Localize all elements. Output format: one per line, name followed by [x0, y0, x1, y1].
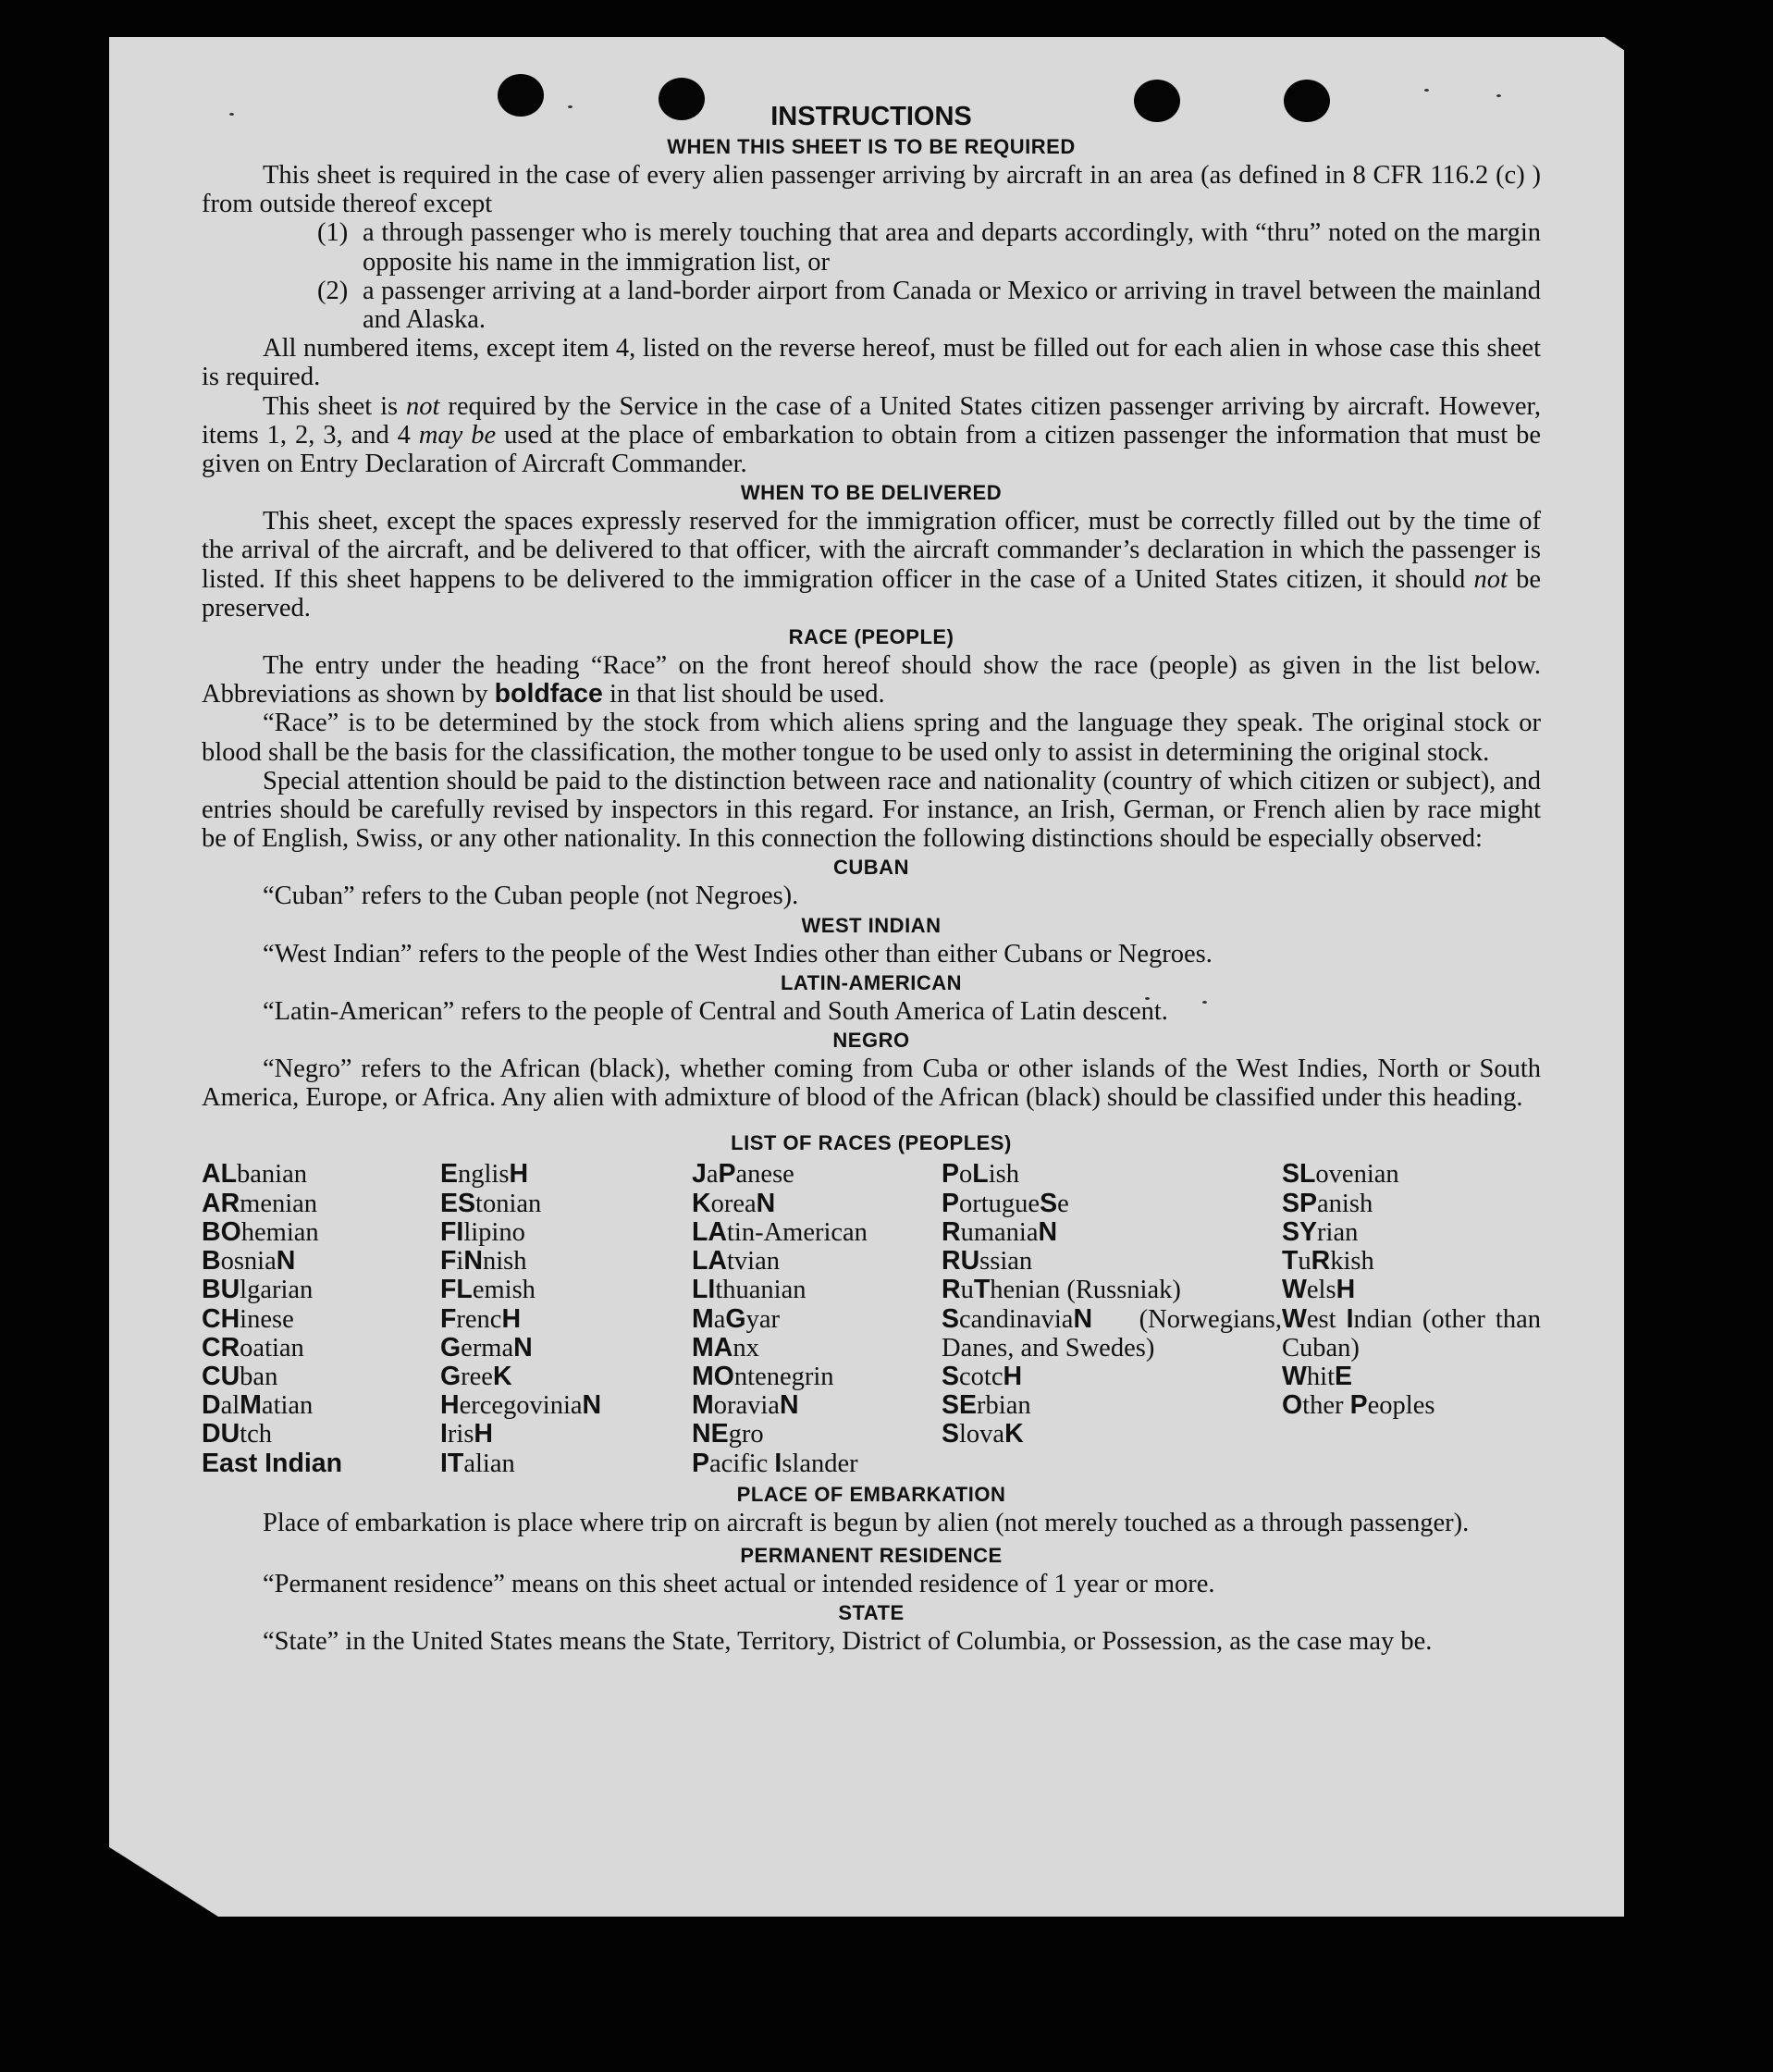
race-entry: JaPanese: [692, 1159, 794, 1190]
race-entry: ScandinaviaN (Norwegians, Danes, and Swedes): [942, 1303, 1282, 1363]
paragraph: All numbered items, except item 4, listed on the reverse hereof, must be filled out for each alien in whose case this sheet is required.: [202, 334, 1541, 392]
paragraph: This sheet is required in the case of every alien passenger arriving by aircraft in an area (as defined in 8 CFR 116.2 (c) ) from outside thereof except: [202, 161, 1541, 219]
section-heading: STATE: [838, 1601, 905, 1625]
race-entry: CHinese: [202, 1303, 294, 1334]
race-entry: MOntenegrin: [692, 1361, 834, 1391]
item-number: (1): [317, 218, 349, 248]
race-entry: MoraviaN: [692, 1390, 799, 1421]
race-column: [942, 1160, 1282, 1477]
race-entry: ALbanian: [202, 1159, 307, 1190]
section-heading: PLACE OF EMBARKATION: [736, 1482, 1006, 1506]
race-list: [202, 1160, 1541, 1477]
race-entry: ITalian: [440, 1448, 515, 1478]
race-entry: KoreaN: [692, 1188, 776, 1218]
race-entry: WhitE: [1282, 1361, 1353, 1391]
section-heading: RACE (PEOPLE): [788, 625, 954, 649]
race-entry: DUtch: [202, 1419, 272, 1449]
race-entry: FrencH: [440, 1303, 522, 1334]
race-entry: LIthuanian: [692, 1275, 806, 1305]
race-entry: PoLish: [942, 1159, 1019, 1190]
race-entry: RuThenian (Russniak): [942, 1275, 1181, 1305]
race-entry: PortugueSe: [942, 1188, 1069, 1218]
race-entry: DalMatian: [202, 1390, 314, 1421]
item-text: a passenger arriving at a land-border airport from Canada or Mexico or arriving in travel between the mainland and Alaska.: [363, 276, 1541, 335]
race-entry: SPanish: [1282, 1188, 1373, 1218]
paper-speck: [1496, 94, 1501, 97]
race-entry: BosniaN: [202, 1246, 296, 1276]
instructions-text: [202, 102, 1541, 1656]
race-entry: BUlgarian: [202, 1275, 314, 1305]
section-heading: CUBAN: [833, 856, 909, 880]
paper-speck: [1424, 89, 1429, 92]
race-entry: Pacific Islander: [692, 1448, 858, 1478]
race-entry: EStonian: [440, 1188, 542, 1218]
race-entry: FLemish: [440, 1275, 536, 1305]
paragraph: “Cuban” refers to the Cuban people (not Negroes).: [263, 882, 799, 911]
paragraph: Special attention should be paid to the distinction between race and nationality (country of which citizen or subject), and entries should be carefully revised by inspectors in this regard. For instance, an Irish, German, or French alien by race might be of English, Swiss, or any other nationality. In this connection the following distinctions should be especially observed:: [202, 766, 1541, 854]
race-column: [1282, 1160, 1541, 1477]
paragraph: This sheet, except the spaces expressly reserved for the immigration officer, must be correctly filled out by the time of the arrival of the aircraft, and be delivered to that officer, with the aircraft commander’s declaration in which the passenger is listed. If this sheet happens to be delivered to the immigration officer in the case of a United States citizen, it should not be preserved.: [202, 507, 1541, 623]
race-entry: BOhemian: [202, 1216, 319, 1247]
race-entry: MAnx: [692, 1332, 759, 1363]
race-entry: EnglisH: [440, 1159, 529, 1190]
paragraph: “Race” is to be determined by the stock from which aliens spring and the language they speak. The original stock or blood shall be the basis for the classification, the mother tongue to be used only to assist in determining the original stock.: [202, 709, 1541, 767]
race-entry: GreeK: [440, 1361, 512, 1391]
section-heading: WHEN TO BE DELIVERED: [740, 481, 1003, 505]
race-entry: FIlipino: [440, 1216, 525, 1247]
race-entry: FiNnish: [440, 1246, 527, 1276]
exception-item: [317, 218, 1541, 276]
race-entry: MaGyar: [692, 1303, 780, 1334]
paragraph: Place of embarkation is place where trip on aircraft is begun by alien (not merely touched as a through passenger).: [263, 1508, 1470, 1537]
section-heading: LIST OF RACES (PEOPLES): [731, 1131, 1012, 1155]
item-number: (2): [317, 276, 349, 305]
race-entry: SErbian: [942, 1390, 1031, 1421]
race-column: [440, 1160, 692, 1477]
race-entry: NEgro: [692, 1419, 764, 1449]
paragraph: This sheet is not required by the Service in the case of a United States citizen passenger arriving by aircraft. However, items 1, 2, 3, and 4 may be used at the place of embarkation to obtain from a citizen passenger the information that must be given on Entry Declaration of Aircraft Commander.: [202, 391, 1541, 479]
race-column: [692, 1160, 942, 1477]
race-entry: GermaN: [440, 1332, 533, 1363]
race-entry: ScotcH: [942, 1361, 1023, 1391]
paragraph: “Latin-American” refers to the people of Central and South America of Latin descent.: [263, 996, 1168, 1026]
paragraph: “State” in the United States means the State, Territory, District of Columbia, or Possession, as the case may be.: [263, 1627, 1433, 1657]
race-entry: RUssian: [942, 1246, 1033, 1276]
section-heading: LATIN-AMERICAN: [780, 970, 962, 994]
race-entry: TuRkish: [1282, 1246, 1374, 1276]
item-text: a through passenger who is merely touching that area and departs accordingly, with “thru” noted on the margin opposite his name in the immigration list, or: [363, 218, 1541, 277]
race-entry: IrisH: [440, 1419, 494, 1449]
race-entry: LAtin-American: [692, 1216, 868, 1247]
race-entry: LAtvian: [692, 1246, 780, 1276]
race-column: [202, 1160, 440, 1477]
race-entry: SYrian: [1282, 1216, 1359, 1247]
race-entry: WelsH: [1282, 1275, 1356, 1305]
race-entry: RumaniaN: [942, 1216, 1058, 1247]
paragraph: “Permanent residence” means on this sheet actual or intended residence of 1 year or more.: [263, 1569, 1215, 1598]
section-heading: PERMANENT RESIDENCE: [740, 1543, 1003, 1567]
race-entry: West Indian (other than Cuban): [1282, 1303, 1541, 1363]
paragraph: The entry under the heading “Race” on the front hereof should show the race (people) as given in the list below. Abbreviations as shown by boldface in that list should be used.: [202, 651, 1541, 709]
race-entry: East Indian: [202, 1448, 343, 1478]
race-entry: CUban: [202, 1361, 278, 1391]
exception-item: [317, 277, 1541, 334]
race-entry: CRoatian: [202, 1332, 304, 1363]
paragraph: “Negro” refers to the African (black), whether coming from Cuba or other islands of the West Indies, North or South America, Europe, or Africa. Any alien with admixture of blood of the African (black) should be classified under this heading.: [202, 1054, 1541, 1113]
race-entry: SLovenian: [1282, 1159, 1399, 1190]
section-heading: WHEN THIS SHEET IS TO BE REQUIRED: [667, 135, 1076, 158]
section-heading: WEST INDIAN: [801, 913, 942, 937]
paragraph: “West Indian” refers to the people of the West Indies other than either Cubans or Negroes.: [263, 939, 1213, 968]
page-title: INSTRUCTIONS: [770, 102, 972, 131]
race-entry: HercegoviniaN: [440, 1390, 602, 1421]
race-entry: SlovaK: [942, 1419, 1024, 1449]
race-entry: ARmenian: [202, 1188, 318, 1218]
race-entry: Other Peoples: [1282, 1390, 1435, 1421]
section-heading: NEGRO: [832, 1029, 910, 1053]
